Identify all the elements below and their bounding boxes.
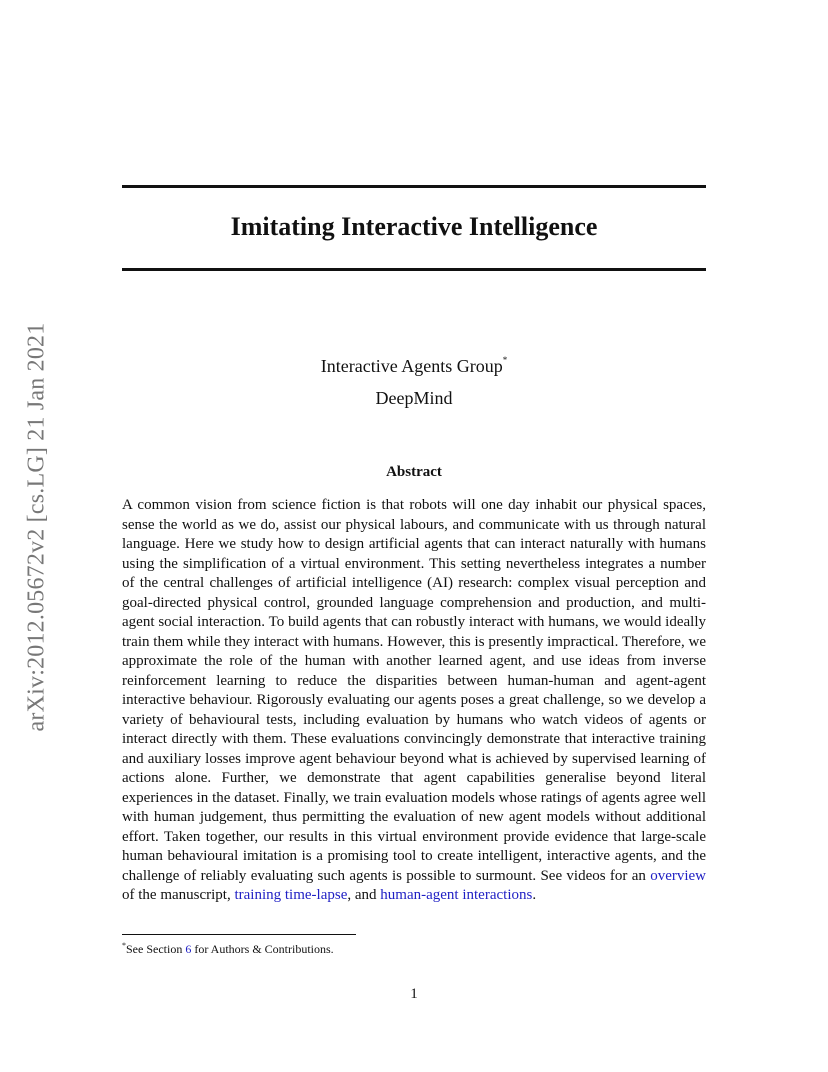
title-rule-bottom bbox=[122, 268, 706, 271]
author-line bbox=[122, 350, 706, 378]
abstract-text: A common vision from science fiction is that robots will one day inhabit our physical spaces, sense the world as we do, assist our physical labours, and communicate with us through natural language. Here we study how to design artificial agents that can interact naturally with humans using the simplification of a virtual environment. This setting nevertheless integrates a number of the central challenges of artificial intelligence (AI) research: complex visual perception and goal-directed physical control, grounded language comprehension and production, and multi-agent social interaction. To build agents that can robustly interact with humans, we would ideally train them while they interact with humans. However, this is presently impractical. Therefore, we approximate the role of the human with another learned agent, and use ideas from inverse reinforcement learning to reduce the disparities between human-human and agent-agent interactive behaviour. Rigorously evaluating our agents poses a great challenge, so we develop a variety of behavioural tests, including evaluation by humans who watch videos of agents or interact directly with them. These evaluations convincingly demonstrate that interactive training and auxiliary losses improve agent behaviour beyond what is achieved by supervised learning of actions alone. Further, we demonstrate that agent capabilities generalise beyond literal experiences in the dataset. Finally, we train evaluation models whose ratings of agents agree well with human judgement, thus permitting the evaluation of new agent models without additional effort. Taken together, our results in this virtual environment provide evidence that large-scale human behavioural imitation is a promising tool to create intelligent, interactive agents, and the challenge of reliably evaluating such agents is possible to surmount. See videos for an bbox=[122, 497, 706, 884]
abstract-body bbox=[122, 496, 706, 906]
page-number: 1 bbox=[410, 986, 418, 1002]
abstract-text-3: , and bbox=[347, 887, 381, 903]
footnote-mark: * bbox=[122, 941, 126, 950]
author-footnote-mark: * bbox=[502, 355, 508, 365]
abstract-text-2: of the manuscript, bbox=[122, 887, 235, 903]
overview-link[interactable]: overview bbox=[650, 867, 707, 884]
abstract-heading: Abstract bbox=[386, 464, 442, 480]
abstract-text-end: . bbox=[532, 887, 537, 903]
footnote-prefix: See Section bbox=[126, 942, 186, 956]
arxiv-stamp bbox=[18, 296, 56, 758]
arxiv-id-text: arXiv:2012.05672v2 [cs.LG] 21 Jan 2021 bbox=[23, 322, 50, 732]
affiliation: DeepMind bbox=[375, 388, 453, 408]
footnote bbox=[122, 938, 706, 957]
paper-title: Imitating Interactive Intelligence bbox=[230, 212, 598, 241]
footnote-rule bbox=[122, 934, 356, 935]
footnote-suffix: for Authors & Contributions. bbox=[191, 942, 334, 956]
section-6-link[interactable]: 6 bbox=[185, 942, 192, 956]
training-timelapse-link[interactable]: training time-lapse bbox=[234, 887, 348, 903]
title-rule-top bbox=[122, 185, 706, 188]
author-name: Interactive Agents Group bbox=[320, 356, 503, 376]
human-agent-interactions-link[interactable]: human-agent interactions bbox=[380, 887, 533, 903]
